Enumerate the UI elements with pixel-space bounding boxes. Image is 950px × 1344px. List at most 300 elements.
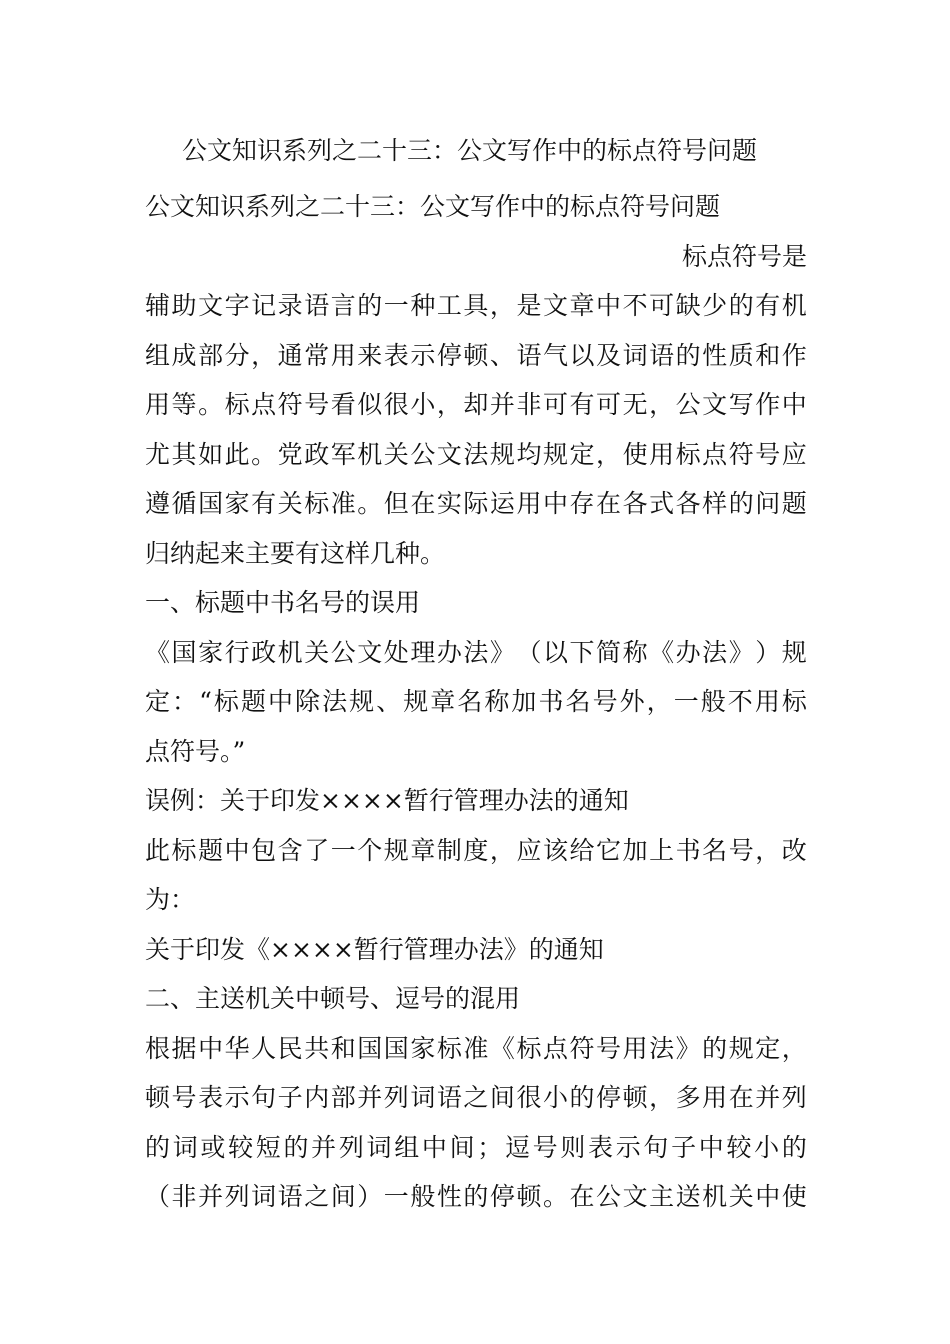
line-char: 机 [357,439,383,469]
line-char: 少 [702,291,728,320]
line-char: 上 [649,835,675,865]
line-char: 示 [615,1132,641,1162]
line-char: 的 [145,1132,171,1162]
line-char: 。 [542,1182,568,1211]
line-char: 停 [489,1182,515,1211]
line-char: 较 [228,1132,254,1162]
line-char: 可 [596,390,622,419]
line-char: 符 [277,390,303,419]
line-char: 列 [338,1132,364,1162]
line-char: 各 [622,489,648,518]
line-char: 《 [145,637,171,667]
line-char: 规 [489,439,515,469]
line-char: 使 [781,1182,807,1211]
line-char: 用 [754,687,780,716]
line-char: 内 [304,1083,330,1112]
line-char: 质 [728,340,754,370]
line-char: 名 [565,687,591,716]
line-char: 书 [675,835,701,865]
line-char: 号 [728,835,754,865]
line-char: 题 [781,489,807,518]
line-char: 准 [463,1033,489,1063]
line-char: 》 [675,1033,701,1063]
line-char: 简 [596,637,622,667]
line-char: 顿 [516,1182,542,1211]
line-char: 示 [410,340,436,370]
line-char: ， [596,439,622,469]
line-char: 有 [251,489,277,518]
line-char: 公 [410,439,436,469]
line-char: 非 [171,1182,197,1211]
line-char: 言 [330,291,356,320]
line-char: 的 [463,1182,489,1211]
line-char: 据 [171,1033,197,1063]
line-char: 章 [569,291,595,320]
line-char: 共 [304,1033,330,1063]
line-char: 称 [622,637,648,667]
body-line: 一、标题中书名号的误用 [145,588,421,617]
line-char: 及 [596,340,622,370]
line-char: 规 [542,439,568,469]
line-char: 行 [224,637,250,667]
line-char: 应 [516,835,542,865]
line-char: 语 [277,1182,303,1211]
line-char: 关 [383,439,409,469]
line-char: 法 [463,637,489,667]
line-char: 的 [283,1132,309,1162]
line-char: 家 [198,637,224,667]
line-char: 以 [542,637,568,667]
line-char: 列 [383,1083,409,1112]
body-line: 二、主送机关中顿号、逗号的混用 [145,984,521,1013]
line-char: 文 [357,637,383,667]
line-char: 际 [463,489,489,518]
line-char: 定 [755,1033,781,1063]
line-char: 词 [366,1132,392,1162]
body-line: 点符号。” [145,736,246,766]
line-char: 书 [538,687,564,716]
body-line [145,1073,807,1123]
body-line [145,331,807,381]
line-char: 定 [569,439,595,469]
line-char: 或 [200,1132,226,1162]
line-char: 、 [376,687,402,716]
line-char: 工 [436,291,462,320]
line-char: 关 [304,637,330,667]
line-char: 号 [304,390,330,419]
line-char: 法 [463,439,489,469]
line-char: 用 [622,1033,648,1063]
line-char: 家 [224,489,250,518]
line-char: 语 [436,1083,462,1112]
line-char: 号 [171,1083,197,1112]
body-line [145,628,807,678]
line-char: 性 [436,1182,462,1211]
line-char: 子 [671,1132,697,1162]
line-char: 国 [383,1033,409,1063]
line-char: 性 [702,340,728,370]
line-char: 各 [675,489,701,518]
line-char: 文 [622,1182,648,1211]
line-char: 词 [251,1182,277,1211]
document-title: 公文知识系列之二十三：公文写作中的标点符号问题 [182,136,758,165]
body-line: 归纳起来主要有这样几种。 [145,538,446,568]
line-char: 标 [516,1033,542,1063]
line-char: 的 [728,291,754,320]
line-char: 看 [330,390,356,419]
line-char: 记 [251,291,277,320]
line-char: 号 [532,1132,558,1162]
line-char: 国 [357,1033,383,1063]
line-char: 中 [224,835,250,865]
body-line: 关于印发《××××暂行管理办法》的通知 [145,934,604,964]
line-char: 华 [224,1033,250,1063]
body-line [145,1172,807,1222]
line-char: 语 [516,340,542,370]
line-char: 种 [410,291,436,320]
line-char: 名 [457,687,483,716]
line-char: 此 [224,439,250,469]
line-char: 其 [171,439,197,469]
line-char: 一 [330,835,356,865]
line-char: 中 [268,687,294,716]
line-char: 办 [436,637,462,667]
line-char: 《 [489,1033,515,1063]
line-char: 常 [304,340,330,370]
line-char: 人 [251,1033,277,1063]
line-char: 问 [755,489,781,518]
line-char: 规 [728,1033,754,1063]
line-char: 词 [622,340,648,370]
line-char: 顿 [622,1083,648,1112]
line-char: 中 [198,1033,224,1063]
line-char: 式 [649,489,675,518]
line-char: 作 [755,390,781,419]
line-char: 标 [436,1033,462,1063]
line-char: 有 [755,291,781,320]
line-char: 并 [489,390,515,419]
line-char: 名 [702,835,728,865]
line-char: 在 [596,489,622,518]
line-char: 示 [224,1083,250,1112]
line-char: 定 [145,687,171,716]
line-char: 国 [171,637,197,667]
line-char: 个 [357,835,383,865]
line-char: 家 [410,1033,436,1063]
line-char: 规 [781,637,807,667]
line-char: 一 [673,687,699,716]
line-char: 规 [403,687,429,716]
body-line [145,1024,807,1074]
line-char: 的 [357,291,383,320]
line-char: 章 [410,835,436,865]
line-char: 准 [330,489,356,518]
line-char: 符 [728,439,754,469]
line-char: 文 [198,291,224,320]
line-char: 政 [251,637,277,667]
body-line [145,1123,807,1173]
line-char: 组 [394,1132,420,1162]
line-char: 停 [436,340,462,370]
line-char: 题 [198,835,224,865]
line-char: 。 [251,439,277,469]
line-char: 是 [516,291,542,320]
line-char: 点 [542,1033,568,1063]
line-char: 录 [277,291,303,320]
line-char: 语 [649,340,675,370]
line-char: 一 [383,1182,409,1211]
line-char: 并 [198,1182,224,1211]
line-char: 实 [436,489,462,518]
line-char: ， [436,390,462,419]
line-char: 但 [383,489,409,518]
line-char: 标 [213,687,239,716]
line-char: 该 [542,835,568,865]
line-char: 标 [304,489,330,518]
line-char: 政 [304,439,330,469]
body-line: 误例：关于印发××××暂行管理办法的通知 [145,786,629,815]
line-char: 机 [277,637,303,667]
line-char: 符 [569,1033,595,1063]
line-char: 加 [511,687,537,716]
line-char: ， [489,291,515,320]
line-char: 用 [649,439,675,469]
line-char: 标 [224,390,250,419]
line-char: 标 [675,439,701,469]
line-char: 加 [622,835,648,865]
line-char: 遵 [145,489,171,518]
line-char: 称 [484,687,510,716]
line-char: 军 [330,439,356,469]
line-char: 用 [702,1083,728,1112]
line-char: “ [199,687,212,716]
line-char: 》 [489,637,515,667]
line-char: 并 [357,1083,383,1112]
line-char: 气 [542,340,568,370]
line-char: 可 [542,390,568,419]
line-char: 表 [198,1083,224,1112]
line-char: 间 [449,1132,475,1162]
line-char: 中 [421,1132,447,1162]
body-line [145,479,807,529]
line-char: 般 [700,687,726,716]
line-char: 有 [569,390,595,419]
line-char: 很 [516,1083,542,1112]
line-char: 用 [516,489,542,518]
line-char: 外 [619,687,645,716]
line-char: 法 [702,637,728,667]
line-char: 小 [754,1132,780,1162]
line-char: 间 [489,1083,515,1112]
line-char: 循 [171,489,197,518]
line-char: 用 [330,340,356,370]
line-char: 短 [255,1132,281,1162]
line-char: ） [755,637,781,667]
line-char: 部 [330,1083,356,1112]
line-char: 的 [781,1132,807,1162]
line-char: 顿 [463,340,489,370]
line-char: 号 [596,1033,622,1063]
line-char: 较 [726,1132,752,1162]
line-char: 应 [781,439,807,469]
line-char: ， [649,1083,675,1112]
line-char: 样 [702,489,728,518]
body-line [145,380,807,430]
line-char: ， [489,835,515,865]
body-line [145,826,807,876]
line-char: 国 [198,489,224,518]
line-char: 缺 [675,291,701,320]
line-char: 中 [596,291,622,320]
line-char: 子 [277,1083,303,1112]
line-char: 使 [622,439,648,469]
line-char: 的 [702,1033,728,1063]
body-line: 为： [145,885,196,914]
line-char: 并 [311,1132,337,1162]
line-char: 不 [622,291,648,320]
line-char: 在 [728,1083,754,1112]
line-char: 民 [277,1033,303,1063]
line-char: 标 [781,687,807,716]
line-char: 根 [145,1033,171,1063]
line-char: 字 [224,291,250,320]
line-char: 办 [675,637,701,667]
line-char: 给 [569,835,595,865]
line-char: 用 [145,390,171,419]
document-body [145,182,807,1222]
line-char: 中 [781,390,807,419]
line-char: 处 [383,637,409,667]
line-char: 存 [569,489,595,518]
line-char: 列 [781,1083,807,1112]
line-char: 在 [410,489,436,518]
line-char: 可 [649,291,675,320]
line-char: 规 [383,835,409,865]
line-char: 部 [198,340,224,370]
line-char: 制 [436,835,462,865]
line-char: ， [781,1033,807,1063]
line-char: 的 [675,340,701,370]
line-char: 公 [330,637,356,667]
line-char: 公 [675,390,701,419]
line-char: 点 [702,439,728,469]
line-char: 中 [755,1182,781,1211]
line-char: 却 [463,390,489,419]
line-char: 多 [675,1083,701,1112]
line-char: 、 [489,340,515,370]
line-char: 规 [349,687,375,716]
line-char: 小 [542,1083,568,1112]
line-char: 非 [516,390,542,419]
line-char: 度 [463,835,489,865]
line-char: 和 [755,340,781,370]
line-char: 。 [198,390,224,419]
line-char: 辅 [145,291,171,320]
line-char: 下 [569,637,595,667]
line-char: 并 [755,1083,781,1112]
line-char: 关 [277,489,303,518]
line-char: 很 [383,390,409,419]
line-char: ； [477,1132,503,1162]
line-char: 送 [675,1182,701,1211]
line-char: 组 [145,340,171,370]
line-char: 词 [410,1083,436,1112]
line-char: 中 [542,489,568,518]
line-char: 《 [649,637,675,667]
line-char: 号 [755,439,781,469]
line-char: 关 [728,1182,754,1211]
line-char: 之 [304,1182,330,1211]
line-char: 均 [516,439,542,469]
line-char: 。 [357,489,383,518]
line-char: 法 [322,687,348,716]
line-char: 题 [240,687,266,716]
line-char: 党 [277,439,303,469]
line-char: 此 [145,835,171,865]
body-line: 标点符号是 [681,241,807,271]
line-char: 它 [596,835,622,865]
line-char: ， [649,390,675,419]
line-char: （ [516,637,542,667]
line-char: 包 [251,835,277,865]
line-char: 改 [781,835,807,865]
line-char: 之 [463,1083,489,1112]
line-char: 如 [198,439,224,469]
line-char: 尤 [145,439,171,469]
line-char: 句 [643,1132,669,1162]
line-char: 一 [383,291,409,320]
body-line [145,677,807,727]
line-char: ， [251,340,277,370]
line-char: 分 [224,340,250,370]
line-char: 在 [569,1182,595,1211]
line-char: 词 [172,1132,198,1162]
line-char: 表 [588,1132,614,1162]
line-char: 》 [728,637,754,667]
line-char: 文 [436,439,462,469]
line-char: 机 [702,1182,728,1211]
line-char: ， [755,835,781,865]
line-char: 理 [410,637,436,667]
line-char: 和 [330,1033,356,1063]
line-char: 含 [277,835,303,865]
line-char: 法 [649,1033,675,1063]
line-char: 以 [569,340,595,370]
line-char: 句 [251,1083,277,1112]
line-char: 通 [277,340,303,370]
line-char: 逗 [504,1132,530,1162]
line-char: 般 [410,1182,436,1211]
line-char: 助 [171,291,197,320]
line-char: 间 [330,1182,356,1211]
line-char: 成 [171,340,197,370]
line-char: 公 [596,1182,622,1211]
line-char: 表 [383,340,409,370]
body-line [145,281,807,331]
line-char: 无 [622,390,648,419]
line-char: 来 [357,340,383,370]
body-line [145,430,807,480]
line-char: ） [357,1182,383,1211]
line-char: 列 [224,1182,250,1211]
line-char: 不 [727,687,753,716]
line-char: 机 [781,291,807,320]
line-char: 停 [596,1083,622,1112]
line-char: 文 [702,390,728,419]
line-char: 主 [649,1182,675,1211]
line-char: 小 [410,390,436,419]
line-char: 具 [463,291,489,320]
